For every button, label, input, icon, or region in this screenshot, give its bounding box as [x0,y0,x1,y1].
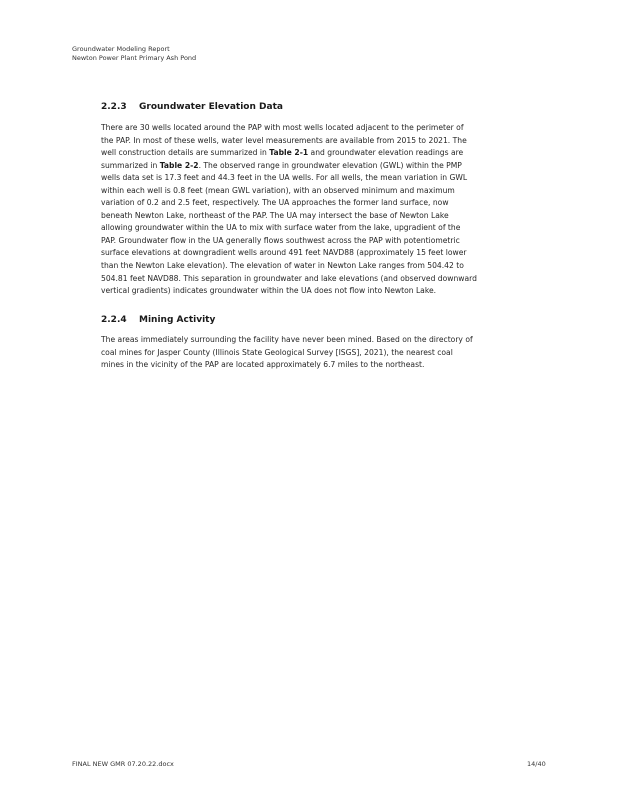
text-line: vertical gradients) indicates groundwater within the UA does not flow into Newton Lake. [101,286,437,296]
text-line: There are 30 wells located around the PAP with most wells located adjacent to the perimeter of [101,123,464,132]
section-mining-activity [101,314,557,372]
text-line: surface elevations at downgradient wells around 491 feet NAVD88 (approximately 15 feet lower [101,248,467,258]
running-header [72,45,196,62]
table-reference: Table 2-2 [159,160,199,170]
paragraph [101,122,557,298]
section-heading [101,314,557,326]
header-site-name: Newton Power Plant Primary Ash Pond [72,53,197,62]
text-line: the PAP. In most of these wells, water level measurements are available from 2015 to 2021. The [101,135,467,145]
text-line: within each well is 0.8 feet (mean GWL variation), with an observed minimum and maximum [101,185,455,195]
text-line: PAP. Groundwater flow in the UA generally flows southwest across the PAP with potentiometric [101,235,460,245]
footer-page-number: 14/40 [527,760,546,768]
section-heading [101,101,557,113]
text-line: coal mines for Jasper County (Illinois State Geological Survey [ISGS], 2021), the nearest coal [101,347,453,357]
section-number: 2.2.3 [101,102,127,112]
text-line: mines in the vicinity of the PAP are located approximately 6.7 miles to the northeast. [101,360,425,370]
table-reference: Table 2-1 [269,148,309,158]
text-line: variation of 0.2 and 2.5 feet, respectively. The UA approaches the former land surface, now [101,198,449,208]
text-line: summarized in Table 2-2. The observed range in groundwater elevation (GWL) within the PMP [101,160,462,170]
text-line: beneath Newton Lake, northeast of the PAP. The UA may intersect the base of Newton Lake [101,210,449,220]
section-groundwater-elevation [101,101,557,298]
text-line: than the Newton Lake elevation). The elevation of water in Newton Lake ranges from 504.42 to [101,261,464,271]
paragraph [101,334,557,372]
section-title: Groundwater Elevation Data [139,102,283,112]
text-line: The areas immediately surrounding the facility have never been mined. Based on the directory of [101,335,473,344]
footer-filename: FINAL NEW GMR 07.20.22.docx [72,760,174,768]
text-line: allowing groundwater within the UA to mix with surface water from the lake, upgradient of the [101,223,461,233]
section-title: Mining Activity [139,315,216,325]
header-report-title: Groundwater Modeling Report [72,45,170,53]
text-line: wells data set is 17.3 feet and 44.3 feet in the UA wells. For all wells, the mean variation in GWL [101,173,468,183]
section-number: 2.2.4 [101,315,127,325]
text-line: 504.81 feet NAVD88. This separation in groundwater and lake elevations (and observed downward [101,273,477,283]
text-line: well construction details are summarized in Table 2-1 and groundwater elevation readings are [101,148,464,158]
